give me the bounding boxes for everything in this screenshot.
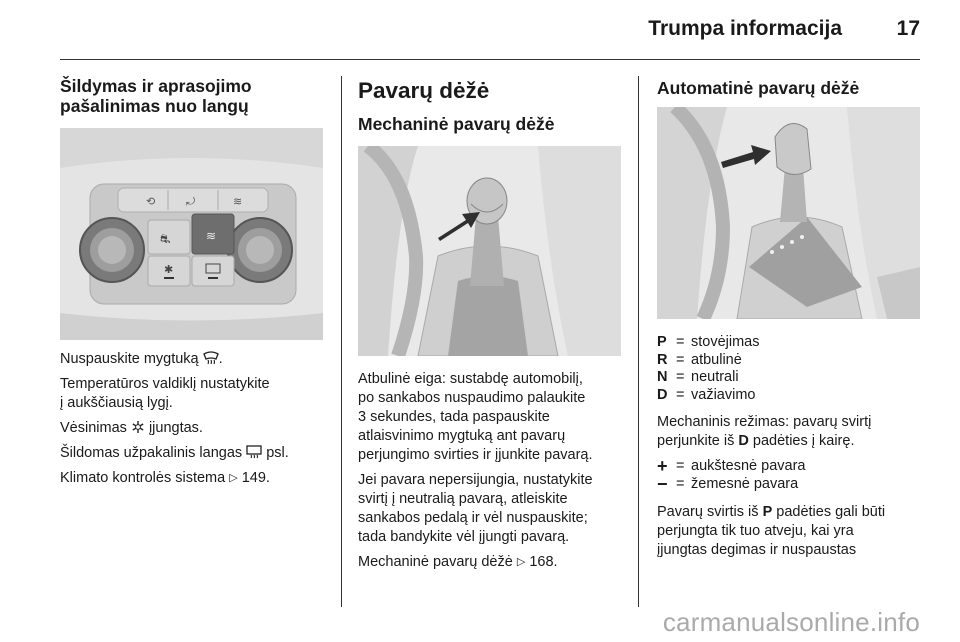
header-title: Trumpa informacija bbox=[648, 17, 842, 40]
gear-fail-line-2: svirtį į neutralią pavarą, atleiskite bbox=[358, 491, 568, 507]
heating-defog-heading: Šildymas ir aprasojimo pašalinimas nuo langų bbox=[60, 76, 252, 116]
header-rule bbox=[60, 59, 920, 60]
page-reference-icon: ▷ bbox=[516, 556, 526, 568]
right-column-text bbox=[657, 334, 932, 560]
middle-column bbox=[358, 76, 628, 134]
climate-panel-figure bbox=[60, 128, 323, 340]
manual-mode-legend bbox=[657, 458, 932, 493]
svg-text:⤾: ⤾ bbox=[186, 195, 196, 208]
svg-text:≋: ≋ bbox=[233, 195, 243, 208]
gear-row-n: N = neutrali bbox=[657, 369, 739, 385]
gear-row-d: D = važiavimo bbox=[657, 386, 756, 403]
park-shift-line-1: Pavarų svirtis iš P padėties gali būti bbox=[657, 504, 886, 520]
automatic-transmission-heading: Automatinė pavarų dėžė bbox=[657, 78, 860, 98]
svg-text:⟲: ⟲ bbox=[146, 195, 156, 208]
manual-transmission-heading: Mechaninė pavarų dėžė bbox=[358, 114, 555, 134]
watermark: carmanualsonline.info bbox=[662, 607, 920, 637]
svg-text:⛐: ⛐ bbox=[160, 232, 171, 246]
manual-transmission-ref-line: Mechaninė pavarų dėžė ▷ 168. bbox=[358, 554, 558, 570]
column-divider-left bbox=[341, 76, 342, 607]
reverse-instruction-line-1: Atbulinė eiga: sustabdę automobilį, bbox=[358, 371, 583, 387]
reverse-instruction-line-3: 3 sekundes, tada paspauskite bbox=[358, 409, 550, 425]
left-column bbox=[60, 76, 330, 116]
climate-control-ref-line: Klimato kontrolės sistema ▷ 149. bbox=[60, 470, 270, 486]
defrost-icon bbox=[203, 351, 219, 365]
automatic-shifter-figure bbox=[657, 107, 920, 319]
reverse-instruction-line-4: atlaisvinimo mygtuką ant pavarų bbox=[358, 428, 566, 444]
svg-text:✱: ✱ bbox=[164, 263, 174, 276]
page-header bbox=[60, 0, 920, 60]
page-number: 17 bbox=[896, 17, 920, 40]
rear-window-line: Šildomas užpakalinis langas psl. bbox=[60, 445, 289, 461]
gear-row-p: P = stovėjimas bbox=[657, 334, 760, 350]
temperature-line-1: Temperatūros valdiklį nustatykite bbox=[60, 376, 270, 392]
park-shift-line-2: perjungta tik tuo atveju, kai yra bbox=[657, 523, 854, 539]
column-divider-right bbox=[638, 76, 639, 607]
gear-fail-line-1: Jei pavara nepersijungia, nustatykite bbox=[358, 472, 593, 488]
svg-text:≋: ≋ bbox=[206, 229, 217, 243]
right-column bbox=[657, 76, 927, 98]
park-shift-line-3: įjungtas degimas ir nuspaustas bbox=[657, 542, 857, 558]
manual-mode-line-2: perjunkite iš D padėties į kairę. bbox=[657, 433, 855, 449]
gear-fail-line-3: sankabos pedalą ir vėl nuspauskite; bbox=[358, 510, 588, 526]
manual-shifter-figure bbox=[358, 146, 621, 356]
middle-column-text bbox=[358, 370, 633, 572]
gear-row-r: R = atbulinė bbox=[657, 351, 742, 368]
snowflake-icon bbox=[131, 420, 145, 434]
mode-row-up: + = aukštesnė pavara bbox=[657, 456, 806, 476]
gear-legend bbox=[657, 334, 932, 404]
left-column-text bbox=[60, 350, 335, 488]
mode-row-down: − = žemesnė pavara bbox=[657, 473, 799, 494]
temperature-line-2: į aukščiausią lygį. bbox=[60, 395, 173, 411]
transmission-heading: Pavarų dėžė bbox=[358, 78, 490, 103]
reverse-instruction-line-2: po sankabos nuspaudimo palaukite bbox=[358, 390, 586, 406]
cooling-line: Vėsinimas įjungtas. bbox=[60, 420, 203, 436]
page-reference-icon: ▷ bbox=[229, 472, 238, 484]
press-button-line: Nuspauskite mygtuką . bbox=[60, 351, 223, 367]
manual-mode-line-1: Mechaninis režimas: pavarų svirtį bbox=[657, 414, 872, 430]
reverse-instruction-line-5: perjungimo svirties ir įjunkite pavarą. bbox=[358, 447, 593, 463]
gear-fail-line-4: tada bandykite vėl įjungti pavarą. bbox=[358, 529, 570, 545]
rear-window-heater-icon bbox=[246, 445, 262, 459]
